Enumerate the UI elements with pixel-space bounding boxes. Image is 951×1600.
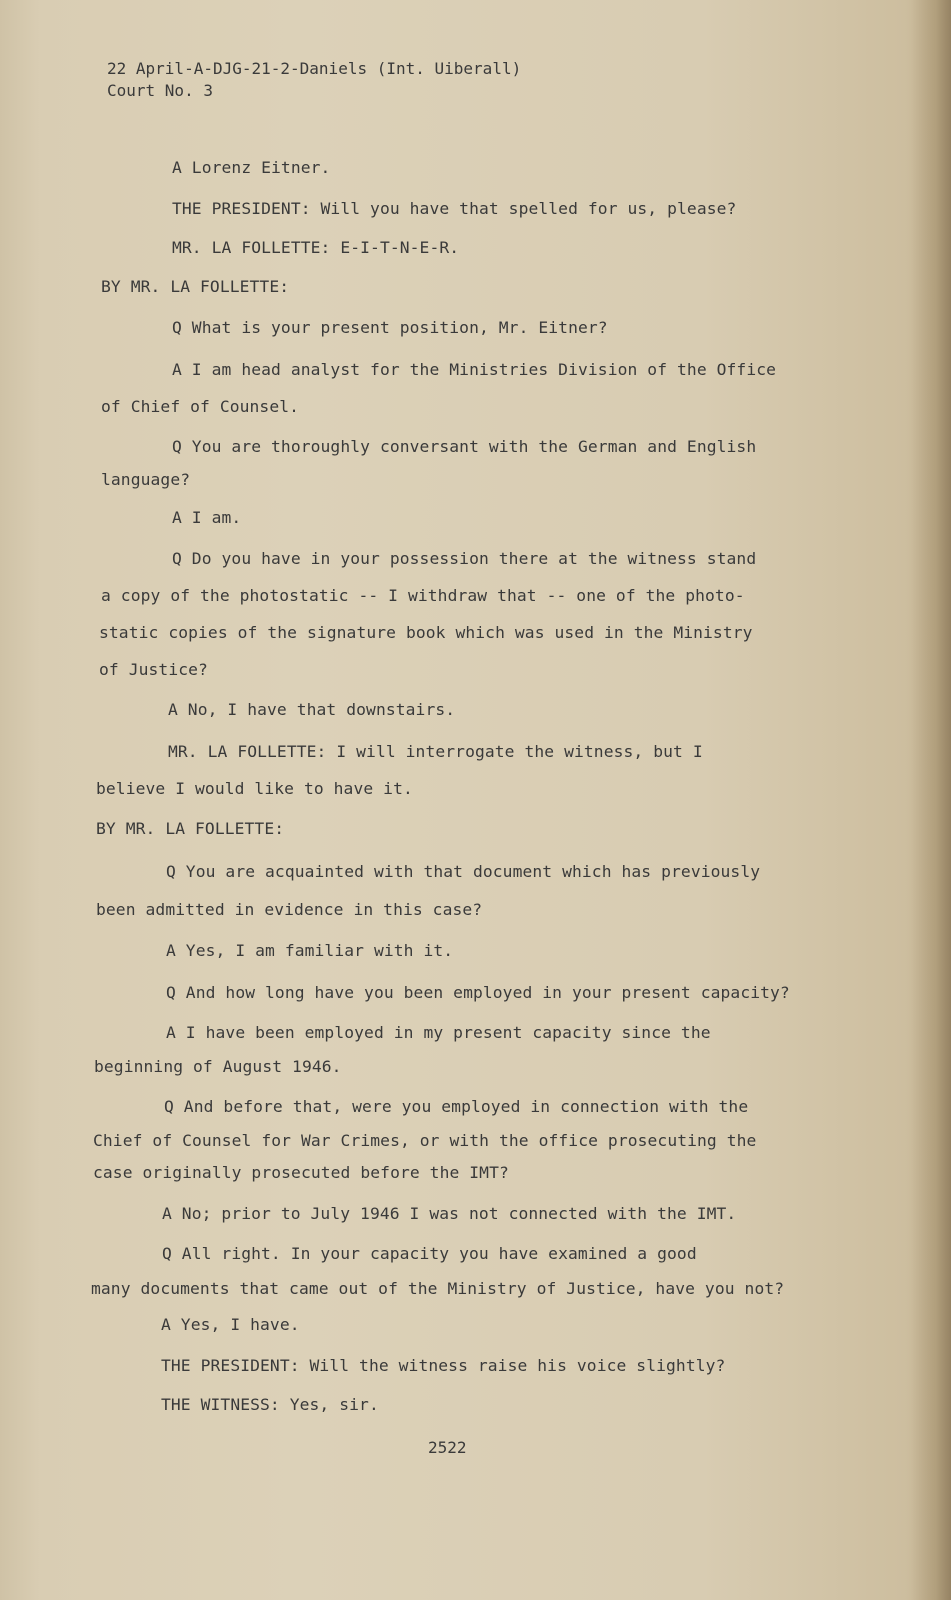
continuation-line: language? [101,470,191,489]
continuation-line: beginning of August 1946. [94,1057,342,1076]
question-line: Q And before that, were you employed in connection with the [164,1097,749,1116]
answer-line: A Yes, I am familiar with it. [166,941,454,960]
continuation-line: been admitted in evidence in this case? [96,900,483,919]
answer-line: A I have been employed in my present capacity since the [166,1023,711,1042]
question-line: Q All right. In your capacity you have examined a good [162,1244,697,1263]
answer-line: A Lorenz Eitner. [172,158,331,177]
page-header [107,58,521,102]
counsel-line: MR. LA FOLLETTE: I will interrogate the witness, but I [168,742,703,761]
continuation-line: case originally prosecuted before the IMT? [93,1163,509,1182]
continuation-line: static copies of the signature book which was used in the Ministry [99,623,753,642]
answer-line: A I am head analyst for the Ministries Division of the Office [172,360,777,379]
president-line: THE PRESIDENT: Will you have that spelled for us, please? [172,199,737,218]
witness-line: THE WITNESS: Yes, sir. [161,1395,379,1414]
question-line: Q And how long have you been employed in your present capacity? [166,983,790,1002]
continuation-line: a copy of the photostatic -- I withdraw that -- one of the photo- [101,586,745,605]
continuation-line: of Justice? [99,660,208,679]
header-reference-line: 22 April-A-DJG-21-2-Daniels (Int. Uiberall) [107,59,522,78]
question-line: Q You are acquainted with that document which has previously [166,862,761,881]
examiner-heading: BY MR. LA FOLLETTE: [101,277,290,296]
counsel-line: MR. LA FOLLETTE: E-I-T-N-E-R. [172,238,460,257]
president-line: THE PRESIDENT: Will the witness raise his voice slightly? [161,1356,726,1375]
court-number: Court No. 3 [107,81,213,100]
continuation-line: believe I would like to have it. [96,779,413,798]
question-line: Q You are thoroughly conversant with the German and English [172,437,757,456]
continuation-line: of Chief of Counsel. [101,397,300,416]
examiner-heading: BY MR. LA FOLLETTE: [96,819,285,838]
page-edge-shadow [911,0,951,1600]
answer-line: A Yes, I have. [161,1315,300,1334]
question-line: Q What is your present position, Mr. Eitner? [172,318,608,337]
question-line: Q Do you have in your possession there at the witness stand [172,549,757,568]
answer-line: A No; prior to July 1946 I was not connected with the IMT. [162,1204,737,1223]
continuation-line: many documents that came out of the Ministry of Justice, have you not? [91,1279,785,1298]
answer-line: A No, I have that downstairs. [168,700,456,719]
continuation-line: Chief of Counsel for War Crimes, or with the office prosecuting the [93,1131,757,1150]
page-number: 2522 [428,1438,467,1457]
answer-line: A I am. [172,508,242,527]
